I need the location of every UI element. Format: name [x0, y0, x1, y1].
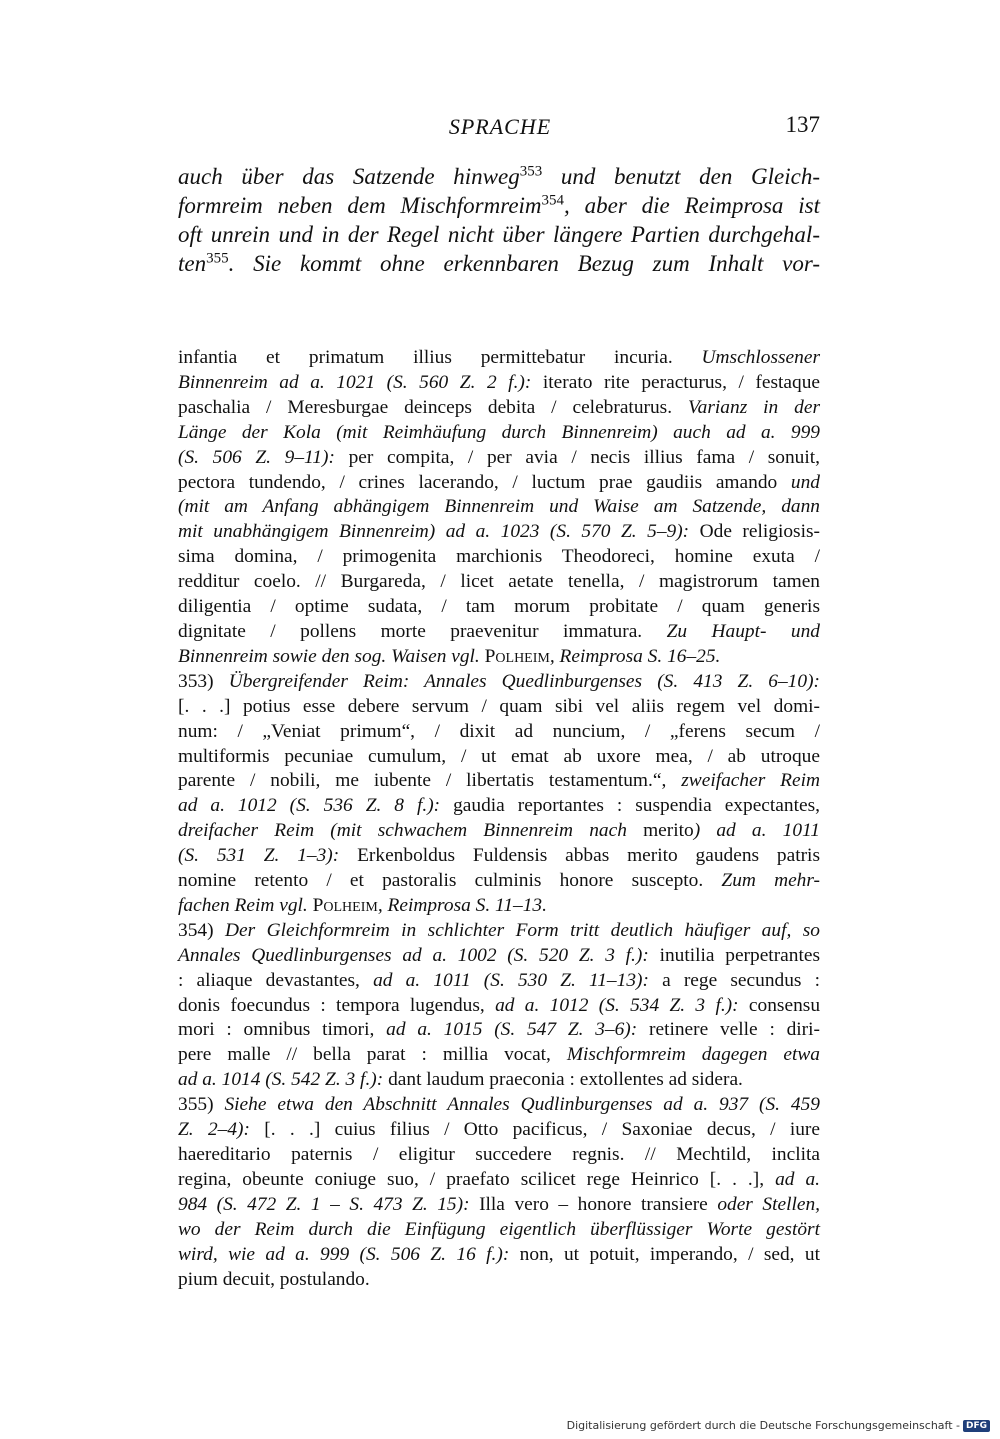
- main-text-line: [178, 249, 820, 278]
- footnote-text-segment: ad a. 1012 (S. 536 Z. 8 f.):: [178, 795, 441, 817]
- footnote-text-segment: pium decuit, postulando.: [178, 1268, 370, 1290]
- footnote-text-segment: wird, wie ad a. 999 (S. 506 Z. 16 f.):: [178, 1243, 510, 1265]
- footnote-text-segment: infantia et primatum illius permittebatur incuria.: [178, 347, 702, 368]
- footnote-line: [178, 570, 820, 595]
- footnote-text-segment: regina, obeunte coniuge suo, / praefato scilicet rege Heinrico [. . .],: [178, 1168, 776, 1190]
- footnote-line: [178, 396, 820, 421]
- text-segment: formreim neben dem Mischformreim: [178, 193, 542, 218]
- footnote-text-segment: a rege secundus :: [648, 969, 820, 991]
- footnote-line: [178, 446, 820, 471]
- footnote-text-segment: (S. 506 Z. 9–11):: [178, 446, 335, 468]
- footnote-line: [178, 520, 820, 545]
- footnote-text-segment: Erkenboldus Fuldensis abbas merito gaudens patris: [339, 845, 820, 867]
- footnote-line: [178, 1093, 820, 1118]
- text-segment: ten: [178, 251, 207, 276]
- footnote-text-segment: ad a. 1014 (S. 542 Z. 3 f.):: [178, 1069, 384, 1091]
- footnote-text-segment: , Reimprosa S. 11–13.: [377, 894, 547, 916]
- footnote-line: [178, 994, 820, 1019]
- footnote-text-segment: retinere velle : diri-: [637, 1019, 820, 1041]
- footnote-text-segment: 353): [178, 670, 229, 692]
- footnote-line: [178, 919, 820, 944]
- footnote-line: [178, 645, 820, 670]
- footnote-text-segment: (S. 531 Z. 1–3):: [178, 845, 340, 867]
- footnote-text-segment: : aliaque devastantes,: [178, 969, 374, 991]
- footnote-line: [178, 545, 820, 570]
- main-text-line: [178, 191, 820, 220]
- footnote-text-segment: haereditario paternis / eligitur succedere regnis. // Mechtild, inclita: [178, 1144, 820, 1165]
- footnote-text-segment: [. . .] cuius filius / Otto pacificus, / Saxoniae decus, / iure: [249, 1119, 820, 1141]
- footnote-line: [178, 844, 820, 869]
- footnote-text-segment: paschalia / Meresburgae deinceps debita / celebraturus.: [178, 396, 688, 418]
- footnote-text-segment: ad a. 1015 (S. 547 Z. 3–6):: [386, 1019, 638, 1041]
- footnote-line: [178, 894, 820, 919]
- footnote-text-segment: pectora tundendo, / crines lacerando, / luctum prae gaudiis amando: [178, 471, 791, 493]
- footnote-line: [178, 819, 820, 844]
- footnote-text-segment: dant laudum praeconia : extollentes ad sidera.: [383, 1069, 743, 1091]
- footnote-text-segment: Polheim: [484, 645, 550, 667]
- footnote-text-segment: Siehe etwa den Abschnitt Annales Qudlinburgenses ad a. 937 (S. 459: [224, 1094, 820, 1116]
- footnotes-block: [178, 346, 820, 1292]
- footnote-line: [178, 670, 820, 695]
- main-text: [178, 162, 820, 278]
- footnote-text-segment: Zum mehr-: [721, 870, 820, 892]
- text-segment: , aber die Reimprosa ist: [564, 193, 820, 218]
- running-title: SPRACHE: [448, 114, 552, 139]
- footnote-text-segment: mori : omnibus timori,: [178, 1019, 387, 1041]
- footnote-line: [178, 1218, 820, 1243]
- footnote-line: [178, 1118, 820, 1143]
- footnote-text-segment: Länge der Kola (mit Reimhäufung durch Binnenreim) auch ad a. 999: [178, 421, 820, 443]
- footnote-text-segment: Zu Haupt- und: [666, 620, 820, 642]
- footnote-text-segment: multiformis pecuniae cumulum, / ut emat ab uxore mea, / ab utroque: [178, 745, 820, 767]
- footnote-line: [178, 794, 820, 819]
- footnote-text-segment: und: [790, 471, 820, 493]
- footnote-line: [178, 1193, 820, 1218]
- footnote-line: [178, 471, 820, 496]
- footnote-text-segment: Mischformreim dagegen etwa: [566, 1044, 820, 1066]
- footnote-text-segment: ad a. 1012 (S. 534 Z. 3 f.):: [495, 994, 739, 1016]
- footnote-text-segment: 355): [178, 1094, 225, 1116]
- footnote-text-segment: num: / „Veniat primum“, / dixit ad nuncium, / „ferens secum /: [178, 720, 820, 742]
- footnote-line: [178, 346, 820, 371]
- text-segment: und benutzt den Gleich-: [542, 164, 820, 189]
- footnote-text-segment: pere malle // bella parat : millia vocat,: [178, 1044, 567, 1066]
- digitization-credit: [567, 1419, 990, 1432]
- footnote-text-segment: oder Stellen,: [717, 1193, 820, 1215]
- footnote-text-segment: nomine retento / et pastoralis culminis honore suscepto.: [178, 870, 722, 892]
- footnote-line: [178, 1068, 820, 1093]
- footnote-text-segment: diligentia / optime sudata, / tam morum probitate / quam generis: [178, 596, 820, 618]
- footnote-text-segment: ad a. 1011 (S. 530 Z. 11–13):: [373, 969, 649, 991]
- footnote-text-segment: Binnenreim ad a. 1021 (S. 560 Z. 2 f.):: [178, 371, 532, 393]
- footnote-text-segment: consensu: [738, 994, 821, 1016]
- footnote-text-segment: donis foecundus : tempora lugendus,: [178, 994, 496, 1016]
- footnote-text-segment: per compita, / per avia / necis illius fama / sonuit,: [334, 446, 820, 468]
- main-text-line: oft unrein und in der Regel nicht über längere Partien durchgehal-: [178, 222, 820, 247]
- text-segment: auch über das Satzende hinweg: [178, 164, 520, 189]
- footnote-text-segment: fachen Reim vgl.: [178, 894, 313, 916]
- footnote-text-segment: 354): [178, 919, 225, 941]
- footnote-line: [178, 1243, 820, 1268]
- dfg-logo: DFG: [963, 1420, 990, 1432]
- footnote-ref-353[interactable]: 353: [519, 163, 543, 180]
- footnote-line: [178, 1268, 820, 1293]
- footnote-text-segment: , Reimprosa S. 16–25.: [549, 645, 721, 667]
- footnote-line: [178, 371, 820, 396]
- footnote-text-segment: parente / nobili, me iubente / libertatis testamentum.“,: [178, 770, 682, 792]
- footnote-line: [178, 595, 820, 620]
- credit-text: Digitalisierung gefördert durch die Deutsche Forschungsgemeinschaft -: [566, 1419, 960, 1432]
- footnote-text-segment: inutilia perpetrantes: [648, 944, 820, 966]
- footnote-text-segment: gaudia reportantes : suspendia expectantes,: [440, 795, 820, 817]
- footnote-text-segment: Binnenreim sowie den sog. Waisen vgl.: [178, 645, 485, 667]
- footnote-line: [178, 1143, 820, 1168]
- footnote-text-segment: 984 (S. 472 Z. 1 – S. 473 Z. 15):: [178, 1193, 470, 1215]
- footnote-line: [178, 1043, 820, 1068]
- footnote-text-segment: iterato rite peracturus, / festaque: [531, 371, 820, 393]
- footnote-line: [178, 620, 820, 645]
- footnote-text-segment: sima domina, / primogenita marchionis Theodoreci, homine exuta /: [178, 546, 820, 568]
- footnote-text-segment: Umschlossener: [701, 347, 820, 368]
- footnote-text-segment: (mit am Anfang abhängigem Binnenreim und Waise am Satzende, dann: [178, 496, 820, 518]
- footnote-text-segment: Der Gleichformreim in schlichter Form tritt deutlich häufiger auf, so: [224, 919, 820, 941]
- footnote-text-segment: dignitate / pollens morte praevenitur immatura.: [178, 620, 667, 642]
- footnote-text-segment: Polheim: [312, 894, 378, 916]
- footnote-text-segment: zweifacher Reim: [681, 770, 821, 792]
- footnote-ref-354[interactable]: 354: [541, 192, 565, 209]
- text-segment: . Sie kommt ohne erkennbaren Bezug zum Inhalt vor-: [228, 251, 820, 276]
- footnote-line: [178, 720, 820, 745]
- footnote-text-segment: ad a.: [775, 1168, 821, 1190]
- footnote-line: [178, 869, 820, 894]
- footnote-line: [178, 421, 820, 446]
- main-text-line: [178, 162, 820, 191]
- footnote-line: [178, 969, 820, 994]
- footnote-text-segment: dreifacher Reim (mit schwachem Binnenreim nach: [178, 820, 644, 842]
- footnote-text-segment: Ode religiosis-: [689, 521, 820, 543]
- footnote-text-segment: ) ad a. 1011: [693, 820, 820, 842]
- footnote-line: [178, 769, 820, 794]
- footnote-text-segment: Illa vero – honore transiere: [469, 1193, 718, 1215]
- footnote-text-segment: Annales Quedlinburgenses ad a. 1002 (S. 520 Z. 3 f.):: [178, 944, 649, 966]
- footnote-text-segment: Übergreifender Reim: Annales Quedlinburgenses (S. 413 Z. 6–10):: [228, 670, 820, 692]
- footnote-ref-355[interactable]: 355: [206, 250, 229, 267]
- footnote-text-segment: Varianz in der: [687, 396, 820, 418]
- footnote-text-segment: non, ut potuit, imperando, / sed, ut: [509, 1243, 820, 1265]
- footnote-text-segment: mit unabhängigem Binnenreim) ad a. 1023 (S. 570 Z. 5–9):: [178, 521, 690, 543]
- footnote-line: [178, 745, 820, 770]
- page-number: 137: [785, 112, 820, 137]
- footnote-line: [178, 695, 820, 720]
- footnote-text-segment: merito: [643, 820, 694, 842]
- footnote-line: [178, 1168, 820, 1193]
- footnote-text-segment: Z. 2–4):: [178, 1119, 250, 1141]
- footnote-text-segment: wo der Reim durch die Einfügung eigentlich überflüssiger Worte gestört: [178, 1218, 820, 1240]
- footnote-text-segment: redditur coelo. // Burgareda, / licet aetate tenella, / magistrorum tamen: [178, 571, 820, 593]
- footnote-line: [178, 1018, 820, 1043]
- footnote-line: [178, 944, 820, 969]
- footnote-text-segment: [. . .] potius esse debere servum / quam sibi vel aliis regem vel domi-: [178, 695, 820, 717]
- footnote-line: [178, 495, 820, 520]
